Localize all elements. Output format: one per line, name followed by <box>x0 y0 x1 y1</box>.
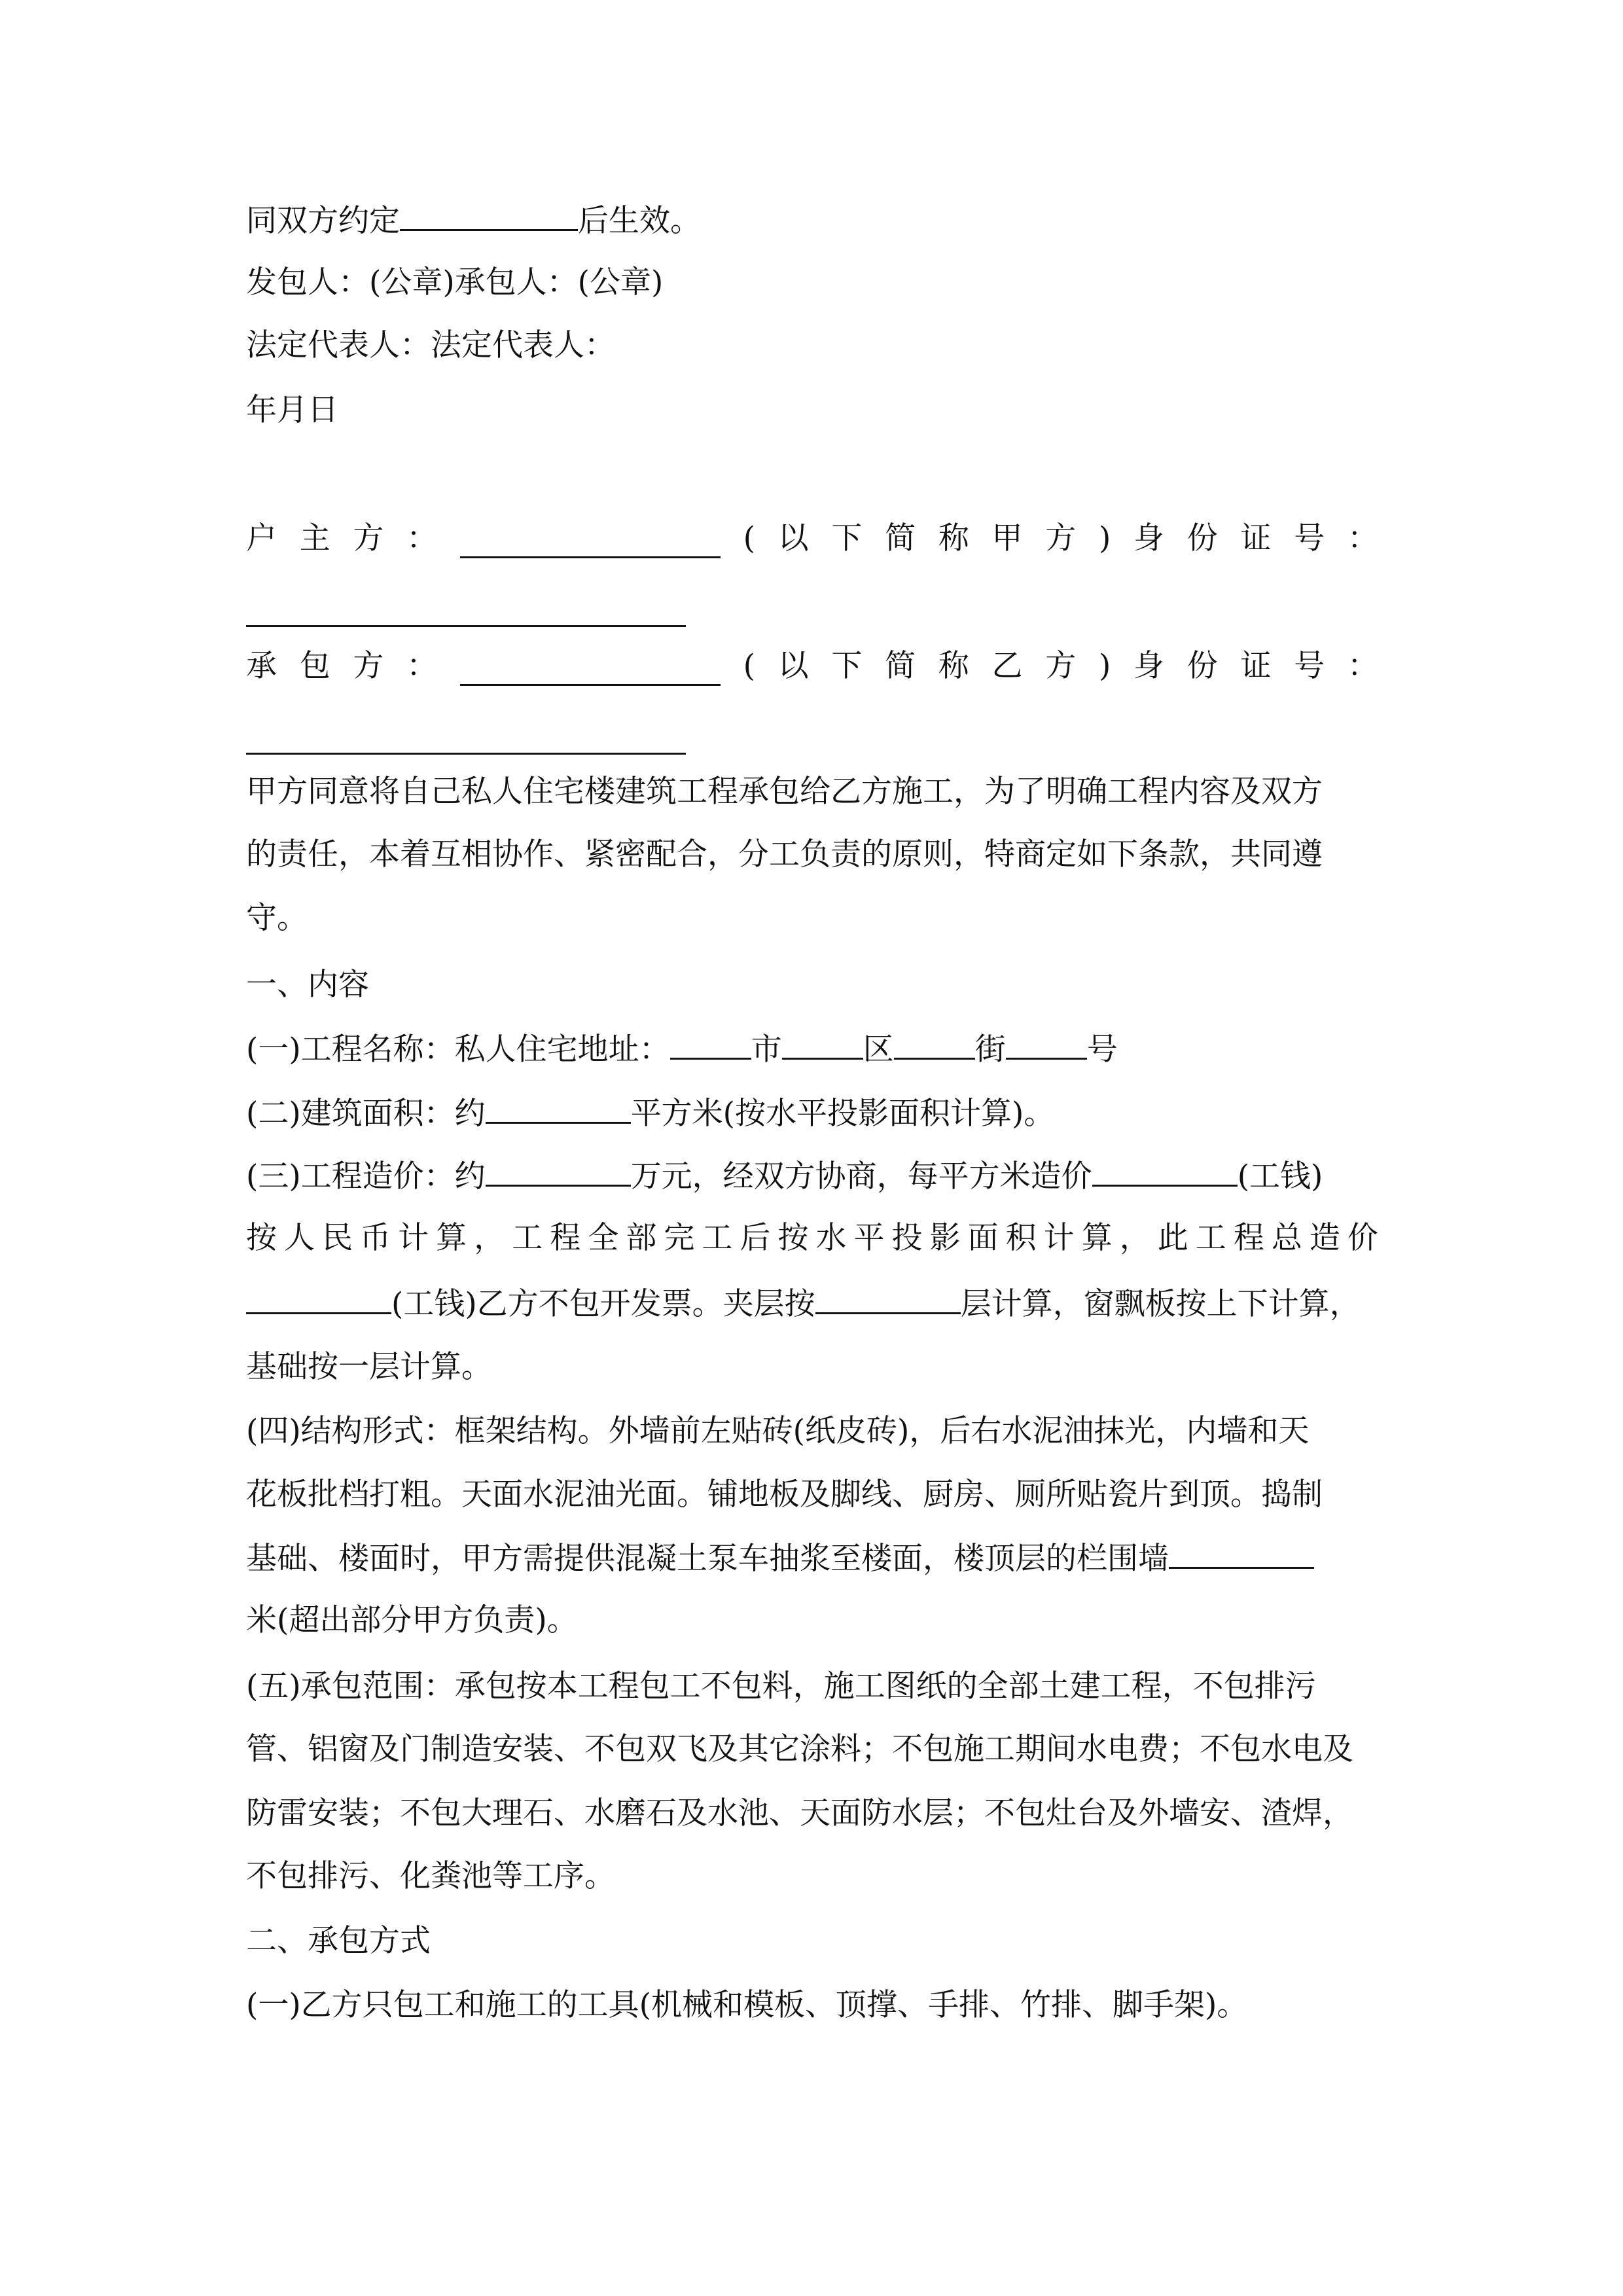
city-label: 市 <box>751 1031 782 1067</box>
owner-note-char: ( <box>743 520 755 556</box>
item-3-line-2-char: 程 <box>550 1220 581 1256</box>
contractor-label-char: 方 <box>353 648 384 684</box>
item-3-line-2-char: 算 <box>1081 1220 1113 1256</box>
item-3-line-2-char: 总 <box>1271 1220 1302 1256</box>
contractor-party-line <box>246 647 1378 686</box>
owner-note-char: ) <box>1098 520 1111 556</box>
item-4-line-1: (四)结构形式：框架结构。外墙前左贴砖(纸皮砖)，后右水泥油抹光，内墙和天 <box>246 1413 1310 1449</box>
section-2-item-1: (一)乙方只包工和施工的工具(机械和模板、顶撑、手排、竹排、脚手架)。 <box>246 1987 1248 2023</box>
item-3-line-2-char: 面 <box>967 1220 999 1256</box>
item-3-wage: (工钱) <box>1237 1158 1323 1194</box>
contractor-note-char: ) <box>1098 648 1111 684</box>
section-1-heading: 一、内容 <box>246 967 369 1003</box>
contractor-label-char: ： <box>406 648 438 684</box>
cost-blank[interactable] <box>486 1156 631 1187</box>
intro-line-3: 守。 <box>246 900 308 936</box>
section-2-heading: 二、承包方式 <box>246 1923 431 1959</box>
contractor-note-char: 称 <box>938 648 969 684</box>
mezzanine-blank[interactable] <box>815 1283 961 1314</box>
street-label: 街 <box>974 1031 1006 1067</box>
street-blank[interactable] <box>894 1029 975 1060</box>
owner-note-char: ： <box>1347 520 1378 556</box>
owner-name-blank[interactable] <box>460 528 721 558</box>
parapet-height-blank[interactable] <box>1169 1538 1314 1569</box>
intro-line-2: 的责任，本着互相协作、紧密配合，分工负责的原则，特商定如下条款，共同遵 <box>246 836 1323 872</box>
contractor-note-char: 证 <box>1240 648 1272 684</box>
intro-line-1: 甲方同意将自己私人住宅楼建筑工程承包给乙方施工，为了明确工程内容及双方 <box>246 774 1323 810</box>
owner-note-char: 称 <box>938 520 969 556</box>
owner-note-char: 简 <box>885 520 916 556</box>
signature-line: 发包人：(公章)承包人：(公章) <box>246 264 664 300</box>
owner-note-char: 方 <box>1045 520 1077 556</box>
item-4-line-3 <box>246 1538 1314 1579</box>
effective-clause-post: 后生效。 <box>578 203 701 239</box>
item-3-line-2-char: ， <box>474 1220 505 1256</box>
contractor-note-char: ： <box>1347 648 1378 684</box>
owner-note-char: 份 <box>1186 520 1218 556</box>
city-blank[interactable] <box>670 1029 751 1060</box>
item-5-line-3: 防雷安装；不包大理石、水磨石及水池、天面防水层；不包灶台及外墙安、渣焊， <box>246 1795 1353 1831</box>
item-3-line-2-char: 价 <box>1347 1220 1378 1256</box>
item-1-prefix: (一)工程名称：私人住宅地址： <box>246 1031 670 1067</box>
item-3-line-2-char: 影 <box>929 1220 961 1256</box>
item-3-line-2-char: 按 <box>246 1220 277 1256</box>
item-5-line-4: 不包排污、化粪池等工序。 <box>246 1858 615 1894</box>
item-3-line-2-char: 人 <box>284 1220 315 1256</box>
item-3-line-3 <box>246 1283 1361 1324</box>
item-3-line-1 <box>246 1156 1323 1196</box>
contractor-note-char: 简 <box>885 648 916 684</box>
item-3-line-2-char: 币 <box>360 1220 391 1256</box>
item-3-line-2 <box>246 1219 1378 1258</box>
district-blank[interactable] <box>782 1029 863 1060</box>
item-3-invoice: (工钱)乙方不包开发票。夹层按 <box>391 1286 815 1322</box>
item-3-line-2-char: 民 <box>322 1220 353 1256</box>
item-3-line-2-char: 计 <box>1043 1220 1075 1256</box>
item-3-line-2-char: 平 <box>853 1220 885 1256</box>
item-3-line-2-char: 全 <box>588 1220 619 1256</box>
area-blank[interactable] <box>486 1093 631 1124</box>
effective-clause <box>246 200 701 241</box>
item-5-line-2: 管、铝窗及门制造安装、不包双飞及其它涂料；不包施工期间水电费；不包水电及 <box>246 1731 1353 1767</box>
item-3-line-2-char: 工 <box>1195 1220 1226 1256</box>
contractor-note-char: 下 <box>831 648 863 684</box>
date-line: 年月日 <box>246 392 338 428</box>
district-label: 区 <box>863 1031 894 1067</box>
item-2-building-area <box>246 1093 1054 1134</box>
owner-note-char: 号 <box>1294 520 1325 556</box>
item-3-line-2-char: 部 <box>626 1220 657 1256</box>
owner-label-char: 主 <box>299 520 330 556</box>
item-3-line-2-char: 积 <box>1005 1220 1037 1256</box>
item-4-line-4: 米(超出部分甲方负责)。 <box>246 1602 578 1638</box>
contractor-note-char: 份 <box>1186 648 1218 684</box>
contractor-name-blank[interactable] <box>460 655 721 686</box>
contractor-note-char: 乙 <box>991 648 1023 684</box>
owner-note-char: 下 <box>831 520 863 556</box>
owner-label-char: ： <box>406 520 438 556</box>
contractor-note-char: 以 <box>777 648 809 684</box>
item-3-line-2-char: 工 <box>512 1220 543 1256</box>
owner-party-line <box>246 519 1378 558</box>
item-3-mid: 万元，经双方协商，每平方米造价 <box>630 1158 1092 1194</box>
contractor-note-char: ( <box>743 648 755 684</box>
item-3-line-2-char: ， <box>1119 1220 1150 1256</box>
contractor-note-char: 方 <box>1045 648 1077 684</box>
item-4-line-3-text: 基础、楼面时，甲方需提供混凝土泵车抽浆至楼面，楼顶层的栏围墙 <box>246 1541 1169 1577</box>
contractor-label-char: 包 <box>299 648 330 684</box>
effective-date-blank[interactable] <box>400 200 578 231</box>
owner-label-char: 方 <box>353 520 384 556</box>
item-1-project-name <box>246 1029 1118 1069</box>
unit-price-blank[interactable] <box>1092 1156 1238 1187</box>
item-4-line-2: 花板批档打粗。天面水泥油光面。铺地板及脚线、厨房、厕所贴瓷片到顶。捣制 <box>246 1477 1323 1513</box>
owner-note-char: 甲 <box>991 520 1023 556</box>
owner-id-blank[interactable] <box>246 625 686 627</box>
item-3-line-2-char: 投 <box>891 1220 923 1256</box>
item-5-line-1: (五)承包范围：承包按本工程包工不包料，施工图纸的全部土建工程，不包排污 <box>246 1668 1316 1704</box>
item-3-line-2-char: 完 <box>664 1220 695 1256</box>
item-3-line-2-char: 水 <box>815 1220 847 1256</box>
total-cost-blank[interactable] <box>246 1283 391 1314</box>
item-3-line-2-char: 计 <box>398 1220 429 1256</box>
effective-clause-pre: 同双方约定 <box>246 203 400 239</box>
contractor-note-char: 号 <box>1294 648 1325 684</box>
contractor-id-blank[interactable] <box>246 753 686 755</box>
owner-note-char: 身 <box>1133 520 1165 556</box>
owner-note-char: 证 <box>1240 520 1272 556</box>
item-3-line-2-char: 程 <box>1233 1220 1264 1256</box>
owner-note-char: 以 <box>777 520 809 556</box>
item-3-line-2-char: 造 <box>1309 1220 1340 1256</box>
item-3-line-4: 基础按一层计算。 <box>246 1349 492 1385</box>
item-3-floor: 层计算，窗飘板按上下计算， <box>960 1286 1361 1322</box>
representative-line: 法定代表人：法定代表人： <box>246 327 615 363</box>
contractor-label-char: 承 <box>246 648 277 684</box>
item-3-line-2-char: 此 <box>1157 1220 1188 1256</box>
contractor-note-char: 身 <box>1133 648 1165 684</box>
item-2-suffix: 平方米(按水平投影面积计算)。 <box>630 1096 1055 1132</box>
item-3-line-2-char: 后 <box>740 1220 771 1256</box>
item-3-line-2-char: 工 <box>702 1220 733 1256</box>
item-3-line-2-char: 按 <box>777 1220 809 1256</box>
number-blank[interactable] <box>1006 1029 1087 1060</box>
number-label: 号 <box>1086 1031 1118 1067</box>
item-2-prefix: (二)建筑面积：约 <box>246 1096 486 1132</box>
item-3-prefix: (三)工程造价：约 <box>246 1158 486 1194</box>
item-3-line-2-char: 算 <box>436 1220 467 1256</box>
owner-label-char: 户 <box>246 520 277 556</box>
